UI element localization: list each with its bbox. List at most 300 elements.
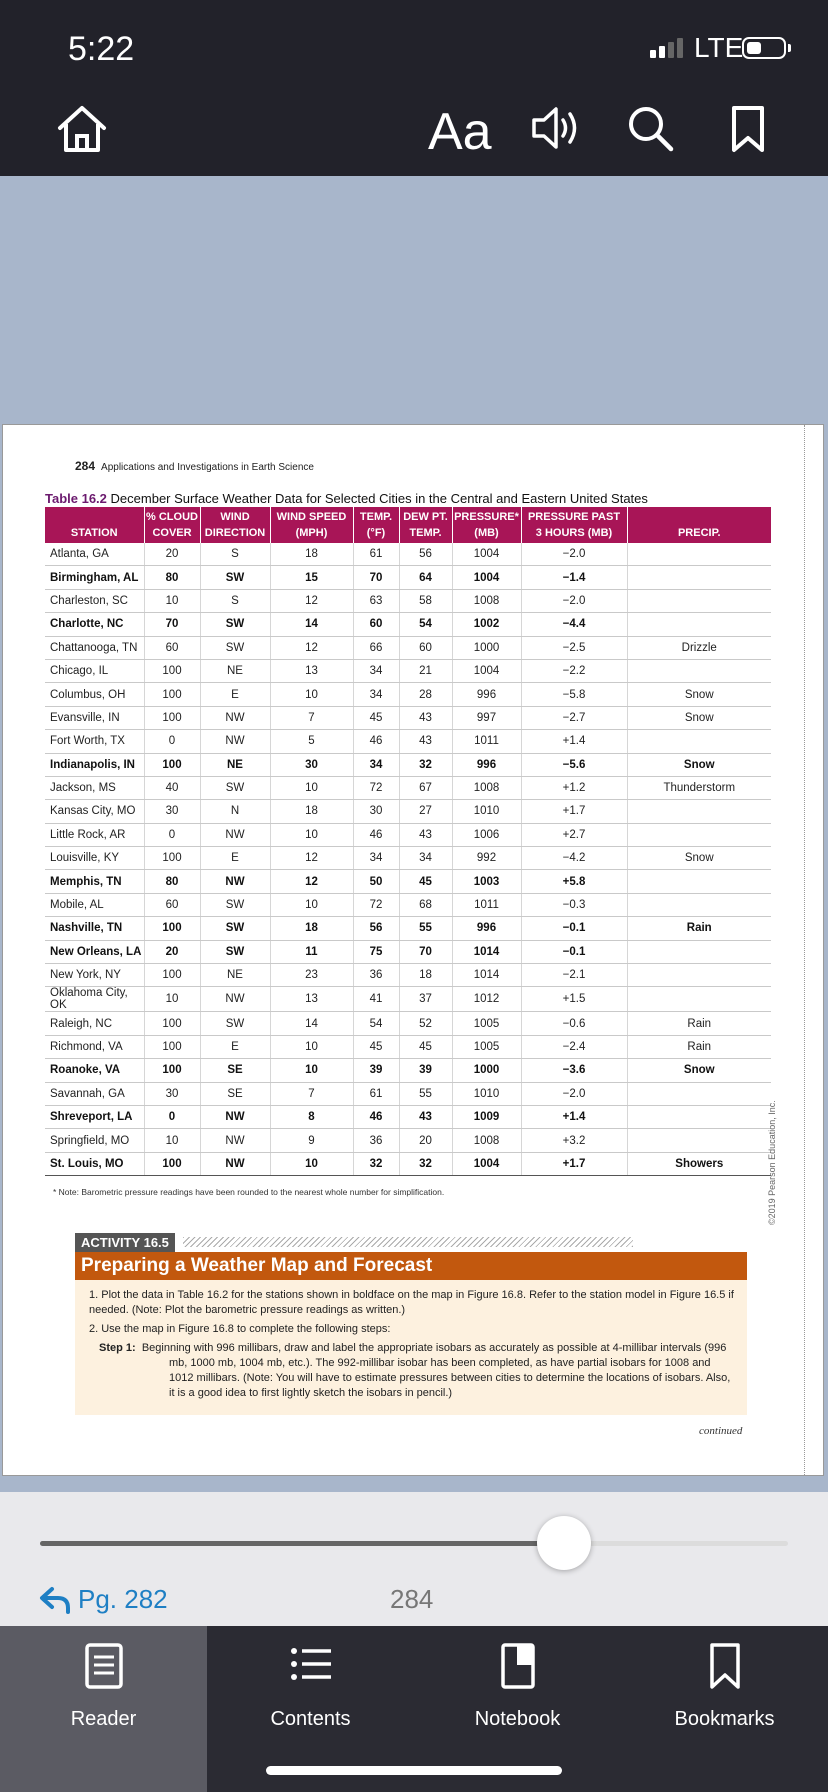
network-type: LTE: [694, 32, 744, 63]
table-cell: 32: [353, 1152, 399, 1175]
table-cell: 7: [270, 706, 353, 729]
table-cell: 13: [270, 987, 353, 1012]
table-cell: Snow: [627, 753, 771, 776]
table-cell: 70: [144, 613, 200, 636]
table-cell: −0.3: [521, 893, 627, 916]
table-cell: 100: [144, 706, 200, 729]
table-cell: 80: [144, 566, 200, 589]
table-cell: 996: [452, 917, 521, 940]
table-row: [45, 1035, 771, 1058]
table-cell: 100: [144, 753, 200, 776]
table-cell: [627, 800, 771, 823]
table-cell: SW: [200, 636, 270, 659]
table-cell: 52: [399, 1012, 452, 1035]
activity-body: [75, 1280, 747, 1415]
table-cell: 43: [399, 823, 452, 846]
table-cell: +1.2: [521, 776, 627, 799]
station-cell: Little Rock, AR: [45, 823, 144, 846]
table-cell: 18: [270, 917, 353, 940]
table-cell: NW: [200, 823, 270, 846]
column-header-line2: 3 HOURS (MB): [535, 527, 613, 539]
station-cell: Richmond, VA: [45, 1035, 144, 1058]
table-cell: 1011: [452, 893, 521, 916]
station-cell: Nashville, TN: [45, 917, 144, 940]
undo-arrow-icon: [38, 1586, 72, 1614]
table-cell: Rain: [627, 1012, 771, 1035]
table-cell: SE: [200, 1082, 270, 1105]
table-cell: −2.7: [521, 706, 627, 729]
table-cell: Snow: [627, 847, 771, 870]
table-cell: SW: [200, 776, 270, 799]
table-cell: SW: [200, 566, 270, 589]
table-row: [45, 1012, 771, 1035]
current-page-number: 284: [390, 1584, 434, 1614]
table-cell: 30: [144, 800, 200, 823]
table-cell: −2.5: [521, 636, 627, 659]
signal-icon: [650, 38, 683, 58]
table-cell: 66: [353, 636, 399, 659]
home-icon[interactable]: [56, 104, 108, 159]
table-cell: 34: [353, 847, 399, 870]
column-header-line2: DIRECTION: [204, 527, 266, 539]
table-cell: 50: [353, 870, 399, 893]
table-cell: 0: [144, 730, 200, 753]
table-cell: 68: [399, 893, 452, 916]
table-cell: +1.4: [521, 730, 627, 753]
table-cell: −5.6: [521, 753, 627, 776]
table-cell: Drizzle: [627, 636, 771, 659]
table-cell: 1006: [452, 823, 521, 846]
table-row: [45, 1152, 771, 1175]
table-cell: Rain: [627, 1035, 771, 1058]
table-header-row: [45, 507, 771, 543]
back-to-page-link[interactable]: [38, 1584, 168, 1615]
station-cell: Evansville, IN: [45, 706, 144, 729]
table-cell: 1004: [452, 543, 521, 566]
table-cell: 45: [353, 1035, 399, 1058]
station-cell: Atlanta, GA: [45, 543, 144, 566]
table-cell: 72: [353, 776, 399, 799]
table-row: [45, 1059, 771, 1082]
activity-item-1: 1. Plot the data in Table 16.2 for the stations shown in boldface on the map in Figure 16.8. Refer to the station model in Figure 16.5 if needed. (Note: Plot the barometric pressure readings as written.): [89, 1289, 734, 1316]
tab-label: Reader: [70, 1708, 137, 1730]
column-header: [144, 507, 200, 543]
table-cell: 43: [399, 1105, 452, 1128]
table-cell: 1002: [452, 613, 521, 636]
table-cell: 1010: [452, 800, 521, 823]
table-cell: 0: [144, 1105, 200, 1128]
table-row: [45, 893, 771, 916]
table-cell: 55: [399, 1082, 452, 1105]
back-page-label: Pg. 282: [78, 1584, 168, 1614]
station-cell: Fort Worth, TX: [45, 730, 144, 753]
station-cell: St. Louis, MO: [45, 1152, 144, 1175]
activity-box: [75, 1233, 747, 1415]
table-cell: 100: [144, 1035, 200, 1058]
column-header: [521, 507, 627, 543]
column-header: [399, 507, 452, 543]
table-cell: 72: [353, 893, 399, 916]
table-row: [45, 964, 771, 987]
table-cell: 7: [270, 1082, 353, 1105]
table-cell: 46: [353, 1105, 399, 1128]
table-cell: +1.7: [521, 1152, 627, 1175]
table-cell: 58: [399, 589, 452, 612]
column-header-line1: % CLOUD: [146, 511, 198, 523]
table-row: [45, 589, 771, 612]
table-cell: 20: [144, 940, 200, 963]
table-cell: E: [200, 1035, 270, 1058]
table-cell: 10: [270, 823, 353, 846]
station-cell: Indianapolis, IN: [45, 753, 144, 776]
battery-icon: [742, 37, 786, 59]
station-cell: Chicago, IL: [45, 659, 144, 682]
table-cell: NW: [200, 870, 270, 893]
table-row: [45, 1105, 771, 1128]
table-cell: Snow: [627, 683, 771, 706]
table-cell: 1014: [452, 940, 521, 963]
column-header-line1: PRESSURE PAST: [527, 511, 621, 523]
page-edge-rule: [804, 425, 805, 1475]
table-row: [45, 1082, 771, 1105]
table-cell: 10: [270, 683, 353, 706]
table-cell: 43: [399, 706, 452, 729]
table-cell: E: [200, 683, 270, 706]
table-cell: NE: [200, 964, 270, 987]
station-cell: Savannah, GA: [45, 1082, 144, 1105]
table-row: [45, 753, 771, 776]
table-row: [45, 870, 771, 893]
table-cell: −0.1: [521, 940, 627, 963]
table-cell: 30: [353, 800, 399, 823]
table-cell: 11: [270, 940, 353, 963]
table-cell: 32: [399, 1152, 452, 1175]
tab-label: Bookmarks: [674, 1708, 775, 1730]
table-cell: +3.2: [521, 1129, 627, 1152]
table-cell: 61: [353, 543, 399, 566]
table-row: [45, 683, 771, 706]
table-cell: 1014: [452, 964, 521, 987]
reader-icon: [0, 1642, 207, 1692]
table-cell: 40: [144, 776, 200, 799]
table-cell: −2.0: [521, 1082, 627, 1105]
column-header: [200, 507, 270, 543]
table-cell: SW: [200, 613, 270, 636]
battery-tip: [788, 44, 791, 52]
table-cell: 46: [353, 823, 399, 846]
table-cell: 10: [270, 776, 353, 799]
table-cell: 1010: [452, 1082, 521, 1105]
station-cell: Roanoke, VA: [45, 1059, 144, 1082]
table-cell: NE: [200, 659, 270, 682]
table-cell: 15: [270, 566, 353, 589]
table-row: [45, 1129, 771, 1152]
table-cell: 0: [144, 823, 200, 846]
table-cell: 1008: [452, 589, 521, 612]
table-cell: 41: [353, 987, 399, 1012]
table-cell: 10: [270, 1059, 353, 1082]
table-cell: 70: [353, 566, 399, 589]
table-cell: 12: [270, 870, 353, 893]
table-cell: 10: [270, 1035, 353, 1058]
table-cell: −3.6: [521, 1059, 627, 1082]
station-cell: New Orleans, LA: [45, 940, 144, 963]
table-cell: 60: [353, 613, 399, 636]
table-cell: NW: [200, 987, 270, 1012]
table-cell: 12: [270, 636, 353, 659]
table-cell: 100: [144, 847, 200, 870]
table-row: [45, 659, 771, 682]
table-cell: 10: [270, 893, 353, 916]
table-cell: [627, 893, 771, 916]
table-cell: −4.4: [521, 613, 627, 636]
table-cell: Snow: [627, 706, 771, 729]
table-cell: 1003: [452, 870, 521, 893]
font-settings-button[interactable]: Aa: [428, 103, 492, 161]
speaker-icon[interactable]: [530, 104, 582, 157]
table-cell: 1011: [452, 730, 521, 753]
table-cell: 100: [144, 1152, 200, 1175]
station-cell: Oklahoma City, OK: [45, 987, 144, 1012]
table-cell: 46: [353, 730, 399, 753]
table-cell: +2.7: [521, 823, 627, 846]
table-cell: 996: [452, 753, 521, 776]
table-row: [45, 776, 771, 799]
table-row: [45, 917, 771, 940]
table-cell: [627, 987, 771, 1012]
search-icon[interactable]: [626, 104, 676, 159]
table-cell: S: [200, 589, 270, 612]
column-header-line2: PRECIP.: [677, 527, 721, 539]
table-cell: 39: [353, 1059, 399, 1082]
table-cell: +5.8: [521, 870, 627, 893]
table-cell: −2.1: [521, 964, 627, 987]
tab-reader[interactable]: [0, 1626, 207, 1792]
table-cell: 30: [270, 753, 353, 776]
table-cell: 20: [144, 543, 200, 566]
station-cell: Birmingham, AL: [45, 566, 144, 589]
table-cell: 1008: [452, 1129, 521, 1152]
table-cell: 32: [399, 753, 452, 776]
table-cell: 56: [399, 543, 452, 566]
table-cell: 1005: [452, 1012, 521, 1035]
table-cell: 10: [270, 1152, 353, 1175]
table-cell: 27: [399, 800, 452, 823]
weather-data-table: [45, 507, 771, 1176]
table-cell: +1.7: [521, 800, 627, 823]
table-cell: 18: [399, 964, 452, 987]
table-cell: 14: [270, 1012, 353, 1035]
table-cell: 70: [399, 940, 452, 963]
table-cell: −0.1: [521, 917, 627, 940]
continued-label: continued: [699, 1425, 743, 1437]
station-cell: Columbus, OH: [45, 683, 144, 706]
column-header: [452, 507, 521, 543]
top-bar: [0, 0, 828, 176]
table-cell: 34: [353, 683, 399, 706]
column-header: [353, 507, 399, 543]
table-cell: 80: [144, 870, 200, 893]
table-cell: 45: [399, 1035, 452, 1058]
station-cell: Jackson, MS: [45, 776, 144, 799]
station-cell: Springfield, MO: [45, 1129, 144, 1152]
table-cell: 1004: [452, 566, 521, 589]
table-cell: 56: [353, 917, 399, 940]
list-icon: [207, 1642, 414, 1692]
column-header-line1: [45, 509, 144, 525]
table-cell: 992: [452, 847, 521, 870]
page-slider-fill: [40, 1541, 564, 1546]
station-cell: New York, NY: [45, 964, 144, 987]
table-row: [45, 987, 771, 1012]
table-cell: Rain: [627, 917, 771, 940]
step-text: Beginning with 996 millibars, draw and label the appropriate isobars as accurately as possible at 4-millibar intervals (996 mb, 1000 mb, 1004 mb, etc.). The 992-millibar isobar has been completed, as have partial isobars for 1008 and 1012 millibars. (Note: You will have to estimate pressures between cities to determine the locations of isobars. Also, it is a good idea to first lightly sketch the isobars in pencil.): [141, 1342, 731, 1399]
table-row: [45, 543, 771, 566]
station-cell: Chattanooga, TN: [45, 636, 144, 659]
table-cell: 100: [144, 964, 200, 987]
table-cell: −5.8: [521, 683, 627, 706]
column-header-line1: WIND SPEED: [276, 511, 347, 523]
column-header-line1: DEW PT.: [403, 511, 448, 523]
copyright-text: ©2019 Pearson Education, Inc.: [767, 1100, 777, 1225]
table-cell: SW: [200, 893, 270, 916]
table-cell: NE: [200, 753, 270, 776]
column-header-line1: PRESSURE*: [454, 511, 519, 523]
table-cell: 45: [353, 706, 399, 729]
activity-hatch: [183, 1237, 633, 1247]
table-cell: 10: [144, 987, 200, 1012]
table-cell: NW: [200, 1105, 270, 1128]
table-cell: 12: [270, 589, 353, 612]
tab-label: Contents: [270, 1708, 351, 1730]
activity-title: Preparing a Weather Map and Forecast: [75, 1252, 747, 1280]
table-cell: 1004: [452, 1152, 521, 1175]
home-indicator[interactable]: [266, 1766, 562, 1775]
table-cell: −2.0: [521, 543, 627, 566]
table-cell: +1.4: [521, 1105, 627, 1128]
table-cell: 61: [353, 1082, 399, 1105]
table-cell: 55: [399, 917, 452, 940]
table-cell: 54: [353, 1012, 399, 1035]
table-cell: 9: [270, 1129, 353, 1152]
table-cell: 100: [144, 1059, 200, 1082]
table-cell: Showers: [627, 1152, 771, 1175]
table-cell: [627, 1105, 771, 1128]
table-cell: −2.2: [521, 659, 627, 682]
running-head-text: Applications and Investigations in Earth Science: [101, 462, 314, 473]
station-cell: Charlotte, NC: [45, 613, 144, 636]
table-cell: 36: [353, 1129, 399, 1152]
table-cell: 1008: [452, 776, 521, 799]
table-cell: 18: [270, 800, 353, 823]
table-cell: [627, 964, 771, 987]
table-cell: 997: [452, 706, 521, 729]
table-row: [45, 613, 771, 636]
table-cell: NW: [200, 1152, 270, 1175]
station-cell: Mobile, AL: [45, 893, 144, 916]
table-cell: 12: [270, 847, 353, 870]
station-cell: Shreveport, LA: [45, 1105, 144, 1128]
table-cell: S: [200, 543, 270, 566]
column-header-line2: (MB): [474, 527, 499, 539]
column-header-line2: TEMP.: [409, 527, 442, 539]
table-cell: 34: [399, 847, 452, 870]
activity-step-1: [89, 1341, 737, 1401]
bookmark-icon: [621, 1642, 828, 1692]
table-cell: [627, 940, 771, 963]
table-cell: [627, 730, 771, 753]
table-cell: 1004: [452, 659, 521, 682]
table-cell: [627, 823, 771, 846]
table-cell: 37: [399, 987, 452, 1012]
table-cell: [627, 870, 771, 893]
table-cell: 60: [144, 636, 200, 659]
column-header-line2: (MPH): [295, 527, 328, 539]
column-header: [45, 507, 144, 543]
table-row: [45, 823, 771, 846]
table-cell: SW: [200, 1012, 270, 1035]
table-cell: 60: [144, 893, 200, 916]
table-cell: −2.0: [521, 589, 627, 612]
table-cell: 100: [144, 917, 200, 940]
table-row: [45, 706, 771, 729]
status-time: 5:22: [68, 30, 135, 68]
column-header-line2: STATION: [70, 527, 118, 539]
station-cell: Charleston, SC: [45, 589, 144, 612]
table-title: December Surface Weather Data for Selected Cities in the Central and Eastern United States: [110, 491, 648, 506]
table-cell: NW: [200, 730, 270, 753]
column-header: [270, 507, 353, 543]
table-cell: Thunderstorm: [627, 776, 771, 799]
table-cell: 64: [399, 566, 452, 589]
table-cell: 1000: [452, 636, 521, 659]
table-row: [45, 636, 771, 659]
column-header-line2: (°F): [366, 527, 386, 539]
table-cell: 10: [144, 1129, 200, 1152]
table-row: [45, 940, 771, 963]
table-cell: 75: [353, 940, 399, 963]
table-cell: [627, 659, 771, 682]
table-cell: 100: [144, 1012, 200, 1035]
running-head-number: 284: [75, 459, 96, 473]
table-cell: SW: [200, 940, 270, 963]
station-cell: Raleigh, NC: [45, 1012, 144, 1035]
table-caption: [45, 491, 648, 506]
table-cell: 39: [399, 1059, 452, 1082]
table-cell: +1.5: [521, 987, 627, 1012]
table-cell: 14: [270, 613, 353, 636]
running-head: [75, 459, 314, 473]
bookmark-icon[interactable]: [728, 104, 768, 159]
table-cell: 1009: [452, 1105, 521, 1128]
table-cell: NW: [200, 1129, 270, 1152]
table-cell: [627, 566, 771, 589]
table-cell: NW: [200, 706, 270, 729]
table-cell: 63: [353, 589, 399, 612]
table-cell: 23: [270, 964, 353, 987]
activity-item-2: 2. Use the map in Figure 16.8 to complete the following steps:: [89, 1323, 391, 1335]
page-slider-thumb[interactable]: [537, 1516, 591, 1570]
table-cell: 100: [144, 659, 200, 682]
column-header-line1: TEMP.: [359, 511, 393, 523]
table-cell: 21: [399, 659, 452, 682]
step-label: Step 1:: [99, 1342, 136, 1354]
tab-bookmarks[interactable]: [621, 1626, 828, 1792]
station-cell: Louisville, KY: [45, 847, 144, 870]
table-cell: 34: [353, 753, 399, 776]
table-cell: 8: [270, 1105, 353, 1128]
column-header-line1: WIND: [220, 511, 250, 523]
